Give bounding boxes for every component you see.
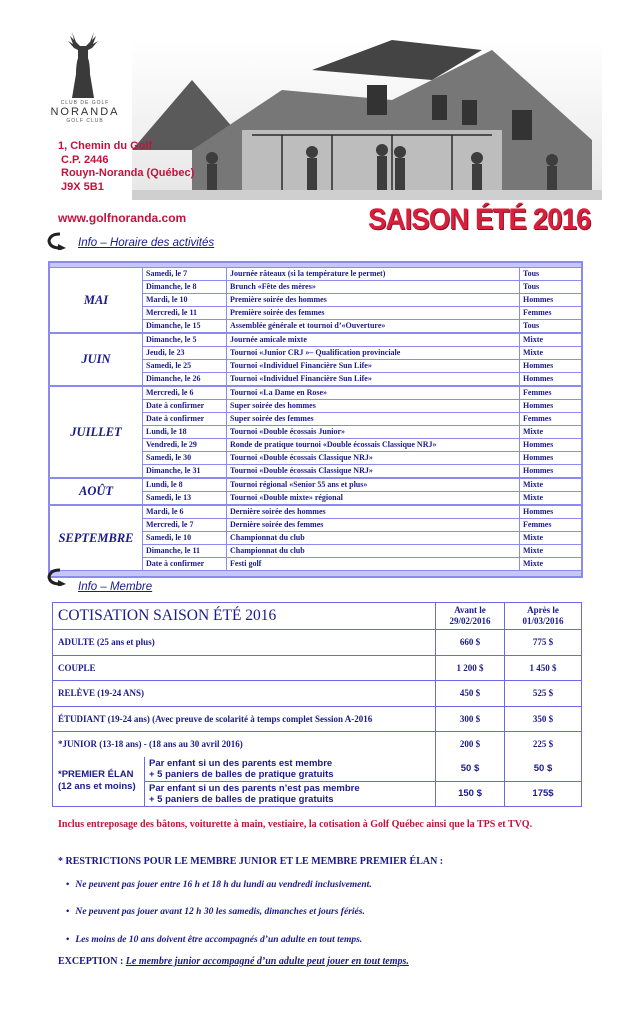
premier-elan-desc bbox=[145, 782, 436, 806]
event-activity: Dernière soirée des hommes bbox=[227, 506, 520, 518]
desc-line-1: Par enfant si un des parents est membre bbox=[149, 757, 333, 769]
event-activity: Ronde de pratique tournoi «Double écossais Classique NRJ» bbox=[227, 439, 520, 451]
event-date: Mardi, le 10 bbox=[143, 294, 227, 306]
event-activity: Première soirée des femmes bbox=[227, 307, 520, 319]
event-date: Dimanche, le 26 bbox=[143, 373, 227, 385]
clubhouse-photo bbox=[132, 40, 602, 200]
event-date: Jeudi, le 23 bbox=[143, 347, 227, 359]
event-row bbox=[143, 360, 581, 373]
event-audience: Hommes bbox=[523, 374, 554, 383]
event-date: Samedi, le 30 bbox=[143, 452, 227, 464]
event-audience: Hommes bbox=[523, 507, 554, 516]
price-before: 300 $ bbox=[436, 707, 505, 732]
membership-type: ADULTE (25 ans et plus) bbox=[53, 630, 436, 655]
event-date: Date à confirmer bbox=[143, 413, 227, 425]
event-date: Date à confirmer bbox=[143, 558, 227, 570]
month-block bbox=[50, 506, 581, 570]
event-audience: Mixte bbox=[523, 546, 543, 555]
event-audience: Mixte bbox=[523, 533, 543, 542]
price-before: 450 $ bbox=[436, 681, 505, 706]
col-after-line-2: 01/03/2016 bbox=[522, 616, 564, 626]
event-audience: Hommes bbox=[523, 295, 554, 304]
event-audience: Tous bbox=[523, 321, 540, 330]
event-row bbox=[143, 452, 581, 465]
address-line-4: J9X 5B1 bbox=[61, 180, 104, 193]
event-date: Date à confirmer bbox=[143, 400, 227, 412]
event-date: Mercredi, le 11 bbox=[143, 307, 227, 319]
event-activity: Tournoi «La Dame en Rose» bbox=[227, 387, 520, 399]
event-row bbox=[143, 519, 581, 532]
month-block bbox=[50, 334, 581, 387]
price-before: 50 $ bbox=[436, 757, 505, 781]
event-date: Dimanche, le 11 bbox=[143, 545, 227, 557]
address-line-1: 1, Chemin du Golf bbox=[58, 140, 153, 152]
premier-elan-option bbox=[145, 757, 581, 782]
premier-elan-option bbox=[145, 782, 581, 806]
event-row bbox=[143, 465, 581, 477]
logo-small-top: CLUB DE GOLF bbox=[60, 100, 110, 106]
membership-type: *JUNIOR (13-18 ans) - (18 ans au 30 avril 2016) bbox=[53, 732, 436, 757]
event-rows bbox=[143, 387, 581, 477]
event-activity: Festi golf bbox=[227, 558, 520, 570]
event-activity: Tournoi «Double écossais Junior» bbox=[227, 426, 520, 438]
member-section-title: Info – Membre bbox=[78, 581, 153, 593]
price-after: 175$ bbox=[532, 788, 554, 799]
event-date: Samedi, le 25 bbox=[143, 360, 227, 372]
event-activity: Première soirée des hommes bbox=[227, 294, 520, 306]
event-row bbox=[143, 268, 581, 281]
event-row bbox=[143, 281, 581, 294]
website-link[interactable]: www.golfnoranda.com bbox=[58, 211, 187, 225]
event-activity: Championnat du club bbox=[227, 532, 520, 544]
event-audience: Femmes bbox=[523, 388, 552, 397]
event-activity: Brunch «Fête des mères» bbox=[227, 281, 520, 293]
month-block bbox=[50, 268, 581, 334]
premier-elan-options bbox=[145, 757, 581, 806]
event-activity: Championnat du club bbox=[227, 545, 520, 557]
event-date: Dimanche, le 31 bbox=[143, 465, 227, 477]
event-date: Mardi, le 6 bbox=[143, 506, 227, 518]
event-row bbox=[143, 426, 581, 439]
col-after-header bbox=[505, 603, 581, 629]
event-date: Samedi, le 7 bbox=[143, 268, 227, 280]
event-activity: Super soirée des femmes bbox=[227, 413, 520, 425]
price-before: 200 $ bbox=[436, 732, 505, 757]
event-audience: Femmes bbox=[523, 520, 552, 529]
membership-type: RELÈVE (19-24 ANS) bbox=[53, 681, 436, 706]
event-audience: Mixte bbox=[523, 480, 543, 489]
schedule-body bbox=[50, 268, 581, 570]
table-bottom-bar bbox=[50, 570, 581, 576]
event-activity: Journée amicale mixte bbox=[227, 334, 520, 346]
event-audience: Hommes bbox=[523, 440, 554, 449]
event-date: Mercredi, le 7 bbox=[143, 519, 227, 531]
event-row bbox=[143, 307, 581, 320]
premier-elan-label bbox=[53, 757, 145, 806]
price-after: 50 $ bbox=[533, 763, 553, 774]
event-row bbox=[143, 439, 581, 452]
inclus-note: Inclus entreposage des bâtons, voiturette à main, vestiaire, la cotisation à Golf Québec ainsi que la TPS et TVQ. bbox=[58, 819, 533, 830]
col-before-header bbox=[436, 603, 505, 629]
event-date: Dimanche, le 5 bbox=[143, 334, 227, 346]
cotisation-title: COTISATION SAISON ÉTÉ 2016 bbox=[53, 603, 436, 629]
event-audience: Mixte bbox=[523, 427, 543, 436]
event-activity: Tournoi «Individuel Financière Sun Life» bbox=[227, 360, 520, 372]
cotisation-table bbox=[52, 602, 582, 807]
price-before: 660 $ bbox=[436, 630, 505, 655]
event-rows bbox=[143, 506, 581, 570]
price-after: 525 $ bbox=[532, 688, 554, 699]
event-row bbox=[143, 320, 581, 332]
exception-line bbox=[58, 956, 409, 967]
event-activity: Assemblée générale et tournoi d’«Ouverture» bbox=[227, 320, 520, 332]
curved-arrow-icon bbox=[46, 232, 68, 250]
price-after: 1 450 $ bbox=[529, 662, 557, 673]
cotisation-row bbox=[53, 707, 581, 733]
event-audience: Femmes bbox=[523, 308, 552, 317]
event-date: Samedi, le 10 bbox=[143, 532, 227, 544]
membership-type: COUPLE bbox=[53, 656, 436, 681]
logo-small-bottom: GOLF CLUB bbox=[66, 118, 104, 124]
restriction-bullet: • Ne peuvent pas jouer avant 12 h 30 les samedis, dimanches et jours fériés. bbox=[66, 907, 365, 917]
desc-line-2: + 5 paniers de balles de pratique gratuits bbox=[149, 793, 334, 805]
event-date: Samedi, le 13 bbox=[143, 492, 227, 504]
cotisation-body bbox=[53, 630, 581, 757]
event-row bbox=[143, 413, 581, 426]
cotisation-row bbox=[53, 681, 581, 707]
event-audience: Mixte bbox=[523, 348, 543, 357]
event-audience: Mixte bbox=[523, 559, 543, 568]
event-audience: Tous bbox=[523, 282, 540, 291]
schedule-table bbox=[48, 261, 583, 578]
schedule-section-title: Info – Horaire des activités bbox=[78, 237, 215, 249]
event-activity: Tournoi «Individuel Financière Sun Life» bbox=[227, 373, 520, 385]
event-activity: Tournoi «Junior CRJ »– Qualification provinciale bbox=[227, 347, 520, 359]
premier-elan-desc bbox=[145, 757, 436, 781]
price-after: 225 $ bbox=[532, 739, 554, 750]
event-audience: Hommes bbox=[523, 361, 554, 370]
event-activity: Tournoi régional «Senior 55 ans et plus» bbox=[227, 479, 520, 491]
month-name: JUILLET bbox=[50, 387, 143, 477]
cotisation-header-row bbox=[53, 603, 581, 630]
event-row bbox=[143, 400, 581, 413]
desc-line-2: + 5 paniers de balles de pratique gratuits bbox=[149, 768, 334, 780]
event-activity: Journée râteaux (si la température le permet) bbox=[227, 268, 520, 280]
event-date: Dimanche, le 15 bbox=[143, 320, 227, 332]
event-activity: Tournoi «Double écossais Classique NRJ» bbox=[227, 452, 520, 464]
event-row bbox=[143, 387, 581, 400]
address-block bbox=[58, 140, 194, 194]
exception-text: Le membre junior accompagné d’un adulte peut jouer en tout temps. bbox=[125, 956, 409, 967]
desc-line-1: Par enfant si un des parents n’est pas membre bbox=[149, 782, 360, 794]
event-date: Lundi, le 8 bbox=[143, 479, 227, 491]
col-before-line-2: 29/02/2016 bbox=[449, 616, 491, 626]
col-after-line-1: Après le bbox=[527, 605, 559, 615]
month-name: SEPTEMBRE bbox=[50, 506, 143, 570]
month-block bbox=[50, 387, 581, 479]
event-date: Lundi, le 18 bbox=[143, 426, 227, 438]
event-row bbox=[143, 532, 581, 545]
event-audience: Hommes bbox=[523, 453, 554, 462]
event-audience: Hommes bbox=[523, 401, 554, 410]
address-line-2: C.P. 2446 bbox=[61, 153, 109, 166]
event-row bbox=[143, 545, 581, 558]
event-row bbox=[143, 492, 581, 504]
price-before: 150 $ bbox=[436, 782, 505, 806]
event-audience: Hommes bbox=[523, 466, 554, 475]
month-name: MAI bbox=[50, 268, 143, 332]
deer-logo-icon bbox=[62, 30, 104, 100]
event-rows bbox=[143, 479, 581, 504]
event-audience: Femmes bbox=[523, 414, 552, 423]
cotisation-row bbox=[53, 656, 581, 682]
month-block bbox=[50, 479, 581, 506]
event-row bbox=[143, 347, 581, 360]
curved-arrow-icon bbox=[46, 568, 68, 586]
event-row bbox=[143, 294, 581, 307]
event-row bbox=[143, 479, 581, 492]
event-audience: Mixte bbox=[523, 493, 543, 502]
event-activity: Dernière soirée des femmes bbox=[227, 519, 520, 531]
event-audience: Tous bbox=[523, 269, 540, 278]
month-name: AOÛT bbox=[50, 479, 143, 504]
price-before: 1 200 $ bbox=[436, 656, 505, 681]
event-activity: Super soirée des hommes bbox=[227, 400, 520, 412]
event-activity: Tournoi «Double mixte» régional bbox=[227, 492, 520, 504]
premier-elan-label-1: *PREMIER ÉLAN bbox=[58, 769, 134, 780]
premier-elan-label-2: (12 ans et moins) bbox=[58, 781, 136, 792]
exception-label: EXCEPTION : bbox=[58, 956, 124, 967]
premier-elan-row bbox=[53, 757, 581, 806]
event-rows bbox=[143, 334, 581, 385]
cotisation-row bbox=[53, 630, 581, 656]
event-row bbox=[143, 334, 581, 347]
event-date: Mercredi, le 6 bbox=[143, 387, 227, 399]
event-rows bbox=[143, 268, 581, 332]
event-date: Dimanche, le 8 bbox=[143, 281, 227, 293]
month-name: JUIN bbox=[50, 334, 143, 385]
club-logo-text bbox=[50, 100, 120, 124]
event-activity: Tournoi «Double écossais Classique NRJ» bbox=[227, 465, 520, 477]
event-row bbox=[143, 373, 581, 385]
col-before-line-1: Avant le bbox=[454, 605, 486, 615]
event-date: Vendredi, le 29 bbox=[143, 439, 227, 451]
membership-type: ÉTUDIANT (19-24 ans) (Avec preuve de scolarité à temps complet Session A-2016 bbox=[53, 707, 436, 732]
event-row bbox=[143, 558, 581, 570]
address-line-3: Rouyn-Noranda (Québec) bbox=[61, 167, 195, 179]
cotisation-row bbox=[53, 732, 581, 757]
restrictions-title: * RESTRICTIONS POUR LE MEMBRE JUNIOR ET LE MEMBRE PREMIER ÉLAN : bbox=[58, 856, 444, 867]
event-audience: Mixte bbox=[523, 335, 543, 344]
restriction-bullet: • Les moins de 10 ans doivent être accompagnés d’un adulte en tout temps. bbox=[66, 935, 362, 945]
price-after: 775 $ bbox=[532, 637, 554, 648]
event-row bbox=[143, 506, 581, 519]
price-after: 350 $ bbox=[532, 713, 554, 724]
logo-name: NORANDA bbox=[50, 106, 120, 118]
restriction-bullet: • Ne peuvent pas jouer entre 16 h et 18 h du lundi au vendredi inclusivement. bbox=[66, 880, 372, 890]
season-title: SAISON ÉTÉ 2016 bbox=[368, 203, 591, 236]
